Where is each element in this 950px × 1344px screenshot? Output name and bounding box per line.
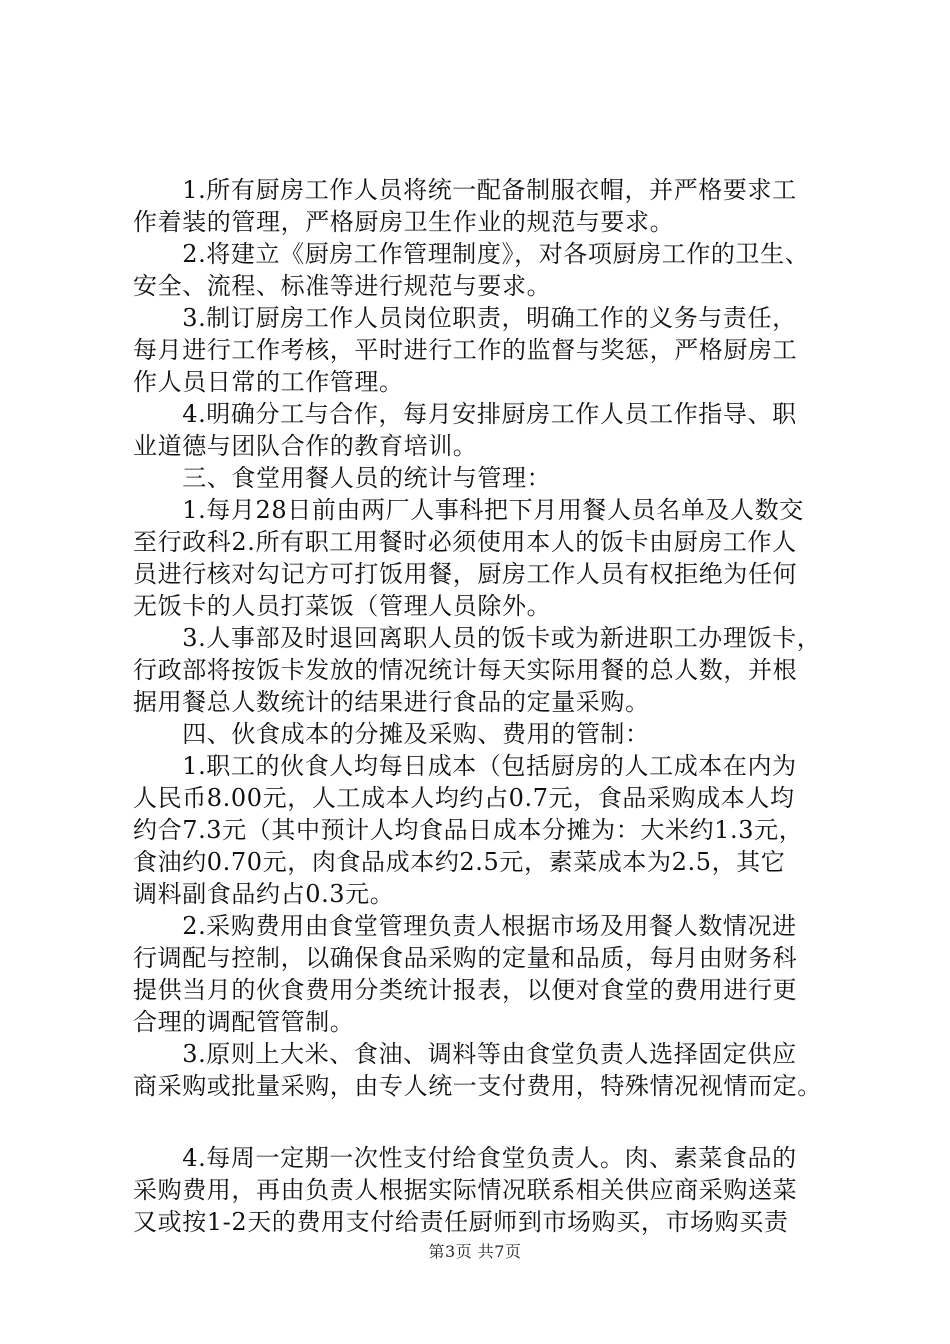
paragraph-gap [133, 1102, 855, 1142]
text-line: 4.明确分工与合作，每月安排厨房工作人员工作指导、职 [133, 400, 797, 428]
text-line: 1.每月28日前由两厂人事科把下月用餐人员名单及人数交 [133, 496, 804, 524]
text-line: 安全、流程、标准等进行规范与要求。 [133, 272, 552, 300]
text-line: 2.采购费用由食堂管理负责人根据市场及用餐人数情况进 [133, 912, 797, 940]
text-line: 调料副食品约占0.3元。 [133, 880, 395, 908]
text-line: 提供当月的伙食费用分类统计报表，以便对食堂的费用进行更 [133, 976, 798, 1004]
text-line: 食油约0.70元，肉食品成本约2.5元，素菜成本为2.5，其它 [133, 848, 786, 876]
text-line: 每月进行工作考核，平时进行工作的监督与奖惩，严格厨房工 [133, 336, 798, 364]
text-line: 至行政科2.所有职工用餐时必须使用本人的饭卡由厨房工作人 [133, 528, 797, 556]
section-heading: 三、食堂用餐人员的统计与管理： [133, 464, 552, 492]
text-line: 业道德与团队合作的教育培训。 [133, 432, 478, 460]
text-line: 员进行核对勾记方可打饭用餐，厨房工作人员有权拒绝为任何 [133, 560, 798, 588]
text-line: 1.所有厨房工作人员将统一配备制服衣帽，并严格要求工 [133, 176, 797, 204]
page-number-footer: 第3页 共7页 [428, 1242, 522, 1261]
document-body [133, 174, 855, 1238]
text-line: 商采购或批量采购，由专人统一支付费用，特殊情况视情而定。 [133, 1072, 822, 1100]
text-line: 2.将建立《厨房工作管理制度》，对各项厨房工作的卫生、 [133, 240, 810, 268]
text-line: 人民币8.00元，人工成本人均约占0.7元，食品采购成本人均 [133, 784, 795, 812]
text-line: 又或按1-2天的费用支付给责任厨师到市场购买，市场购买责 [133, 1208, 789, 1236]
text-line: 3.原则上大米、食油、调料等由食堂负责人选择固定供应 [133, 1040, 797, 1068]
text-line: 合理的调配管管制。 [133, 1008, 355, 1036]
text-line: 1.职工的伙食人均每日成本（包括厨房的人工成本在内为 [133, 752, 797, 780]
text-line: 据用餐总人数统计的结果进行食品的定量采购。 [133, 688, 650, 716]
text-line: 3.制订厨房工作人员岗位职责，明确工作的义务与责任， [133, 304, 797, 332]
text-line: 行调配与控制，以确保食品采购的定量和品质，每月由财务科 [133, 944, 798, 972]
text-line: 作着装的管理，严格厨房卫生作业的规范与要求。 [133, 208, 675, 236]
text-line: 作人员日常的工作管理。 [133, 368, 404, 396]
text-line: 4.每周一定期一次性支付给食堂负责人。肉、素菜食品的 [133, 1144, 797, 1172]
text-line: 约合7.3元（其中预计人均食品日成本分摊为：大米约1.3元， [133, 816, 804, 844]
text-line: 采购费用，再由负责人根据实际情况联系相关供应商采购送菜 [133, 1176, 798, 1204]
section-heading: 四、伙食成本的分摊及采购、费用的管制： [133, 720, 650, 748]
text-line: 行政部将按饭卡发放的情况统计每天实际用餐的总人数，并根 [133, 656, 798, 684]
text-line: 3.人事部及时退回离职人员的饭卡或为新进职工办理饭卡， [133, 624, 822, 652]
text-line: 无饭卡的人员打菜饭（管理人员除外。 [133, 592, 552, 620]
